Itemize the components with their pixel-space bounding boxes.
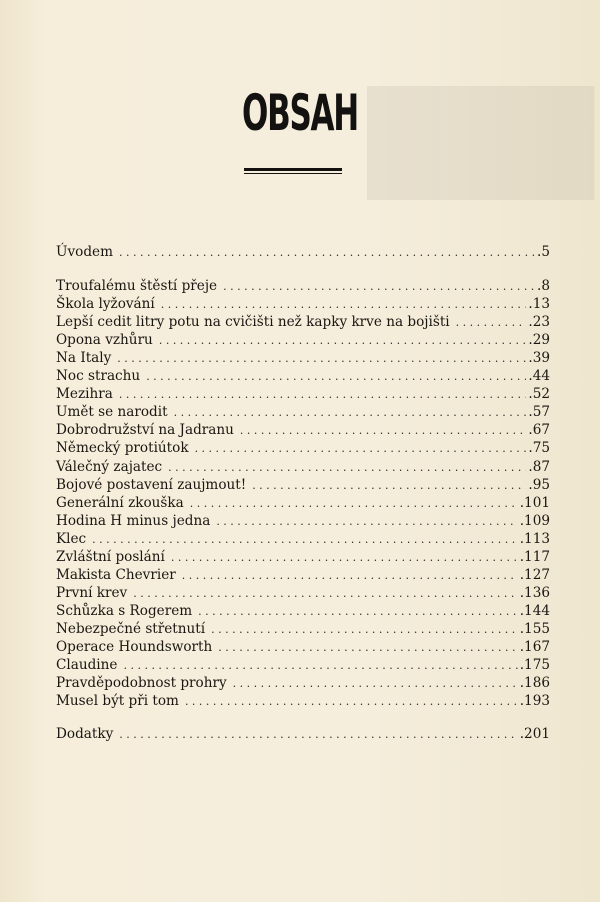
- toc-dot-leader: [119, 386, 527, 404]
- toc-entry: [56, 277, 550, 295]
- toc-entry-title: Opona vzhůru: [56, 332, 153, 349]
- toc-entry-page: .101: [519, 494, 550, 511]
- toc-entry-page: .29: [528, 332, 550, 349]
- table-of-contents: [56, 243, 550, 743]
- toc-entry-title: První krev: [56, 584, 128, 601]
- toc-entry-page: .23: [528, 314, 550, 331]
- toc-entry-title: Dodatky: [56, 726, 114, 743]
- toc-dot-leader: [133, 585, 518, 603]
- toc-entry: [56, 349, 550, 367]
- toc-dot-leader: [168, 459, 526, 477]
- toc-entry: [56, 385, 550, 403]
- toc-entry-title: Klec: [56, 530, 87, 547]
- toc-intro-group: [56, 243, 550, 261]
- toc-entry-title: Claudine: [56, 657, 118, 674]
- toc-entry-page: .44: [528, 368, 550, 385]
- toc-dot-leader: [92, 531, 518, 549]
- toc-entry-page: .144: [519, 602, 550, 619]
- toc-dot-leader: [171, 549, 518, 567]
- toc-entry-page: .136: [519, 584, 550, 601]
- toc-dot-leader: [119, 244, 535, 262]
- toc-entry-title: Dobrodružství na Jadranu: [56, 422, 234, 439]
- toc-dot-leader: [146, 368, 526, 386]
- toc-entry: [56, 476, 550, 494]
- toc-entry-title: Hodina H minus jedna: [56, 512, 211, 529]
- show-through-text: ███: [368, 86, 596, 199]
- toc-entry-title: Škola lyžování: [56, 296, 155, 313]
- toc-dot-leader: [123, 657, 517, 675]
- toc-dot-leader: [117, 350, 526, 368]
- toc-entry-title: Německý protiútok: [56, 440, 189, 457]
- toc-entry: [56, 725, 550, 743]
- toc-entry: [56, 313, 550, 331]
- toc-entry: [56, 638, 550, 656]
- toc-entry-title: Nebezpečné střetnutí: [56, 620, 206, 637]
- toc-entry: [56, 439, 550, 457]
- toc-entry-page: .167: [519, 638, 550, 655]
- toc-entry-page: .127: [519, 566, 550, 583]
- toc-dot-leader: [223, 278, 535, 296]
- toc-entry: [56, 421, 550, 439]
- toc-entry-title: Mezihra: [56, 386, 113, 403]
- toc-dot-leader: [252, 477, 526, 495]
- toc-entry-page: .109: [519, 512, 550, 529]
- toc-entry-page: .155: [519, 620, 550, 637]
- toc-entry: [56, 566, 550, 584]
- title-underline: [244, 168, 342, 171]
- toc-dot-leader: [195, 440, 527, 458]
- toc-entry-page: .113: [519, 530, 550, 547]
- toc-entry: [56, 458, 550, 476]
- toc-entry: [56, 692, 550, 710]
- toc-entry: [56, 530, 550, 548]
- toc-entry-page: .13: [528, 296, 550, 313]
- toc-dot-leader: [182, 567, 518, 585]
- toc-entry-title: Válečný zajatec: [56, 458, 163, 475]
- toc-dot-leader: [185, 693, 518, 711]
- toc-entry-page: .75: [528, 440, 550, 457]
- toc-entry: [56, 403, 550, 421]
- toc-dot-leader: [240, 422, 526, 440]
- toc-entry-page: .117: [519, 548, 550, 565]
- toc-entry-page: .175: [519, 657, 550, 674]
- toc-entry-title: Bojové postavení zaujmout!: [56, 476, 247, 493]
- toc-entry-title: Lepší cedit litry potu na cvičišti než kapky krve na bojišti: [56, 314, 450, 331]
- toc-entry-page: .193: [519, 693, 550, 710]
- toc-entry-page: .201: [519, 726, 550, 743]
- toc-entry-title: Troufalému štěstí přeje: [56, 278, 218, 295]
- toc-dot-leader: [216, 513, 517, 531]
- title-underline-thin: [244, 173, 342, 174]
- toc-entry-title: Úvodem: [56, 244, 113, 260]
- toc-entry: [56, 584, 550, 602]
- toc-entry-page: .87: [528, 458, 550, 475]
- toc-entry: [56, 331, 550, 349]
- toc-dot-leader: [218, 639, 517, 657]
- toc-entry-title: Na Italy: [56, 350, 112, 367]
- toc-entry-page: .186: [519, 675, 550, 692]
- toc-dot-leader: [159, 332, 527, 350]
- toc-entry: [56, 656, 550, 674]
- toc-entry-page: .52: [528, 386, 550, 403]
- toc-entry-title: Generální zkouška: [56, 494, 184, 511]
- toc-entry-title: Pravděpodobnost prohry: [56, 675, 227, 692]
- toc-chapter-group: [56, 277, 550, 710]
- toc-entry: [56, 295, 550, 313]
- toc-entry-title: Schůzka s Rogerem: [56, 602, 193, 619]
- toc-dot-leader: [161, 296, 527, 314]
- toc-entry: [56, 674, 550, 692]
- toc-dot-leader: [119, 726, 517, 744]
- toc-entry: [56, 548, 550, 566]
- toc-entry-title: Noc strachu: [56, 368, 141, 385]
- toc-dot-leader: [190, 495, 518, 513]
- toc-entry: [56, 243, 550, 261]
- toc-entry: [56, 602, 550, 620]
- toc-dot-leader: [174, 404, 527, 422]
- toc-entry-title: Umět se narodit: [56, 404, 168, 421]
- page-title: OBSAH: [241, 84, 359, 142]
- toc-entry-title: Operace Houndsworth: [56, 638, 213, 655]
- toc-entry-page: .67: [528, 422, 550, 439]
- toc-entry-page: .95: [528, 476, 550, 493]
- toc-dot-leader: [211, 621, 518, 639]
- toc-dot-leader: [233, 675, 518, 693]
- toc-entry: [56, 512, 550, 530]
- toc-entry-title: Zvláštní poslání: [56, 548, 165, 565]
- toc-appendix-group: [56, 725, 550, 743]
- toc-entry-page: .57: [528, 404, 550, 421]
- toc-entry: [56, 367, 550, 385]
- toc-entry-page: .8: [537, 278, 550, 295]
- toc-entry: [56, 620, 550, 638]
- toc-entry-page: .39: [528, 350, 550, 367]
- toc-entry: [56, 494, 550, 512]
- toc-entry-title: Musel být při tom: [56, 693, 179, 710]
- toc-dot-leader: [456, 314, 527, 332]
- toc-entry-title: Makista Chevrier: [56, 566, 176, 583]
- toc-entry-page: .5: [537, 244, 550, 260]
- toc-dot-leader: [198, 603, 518, 621]
